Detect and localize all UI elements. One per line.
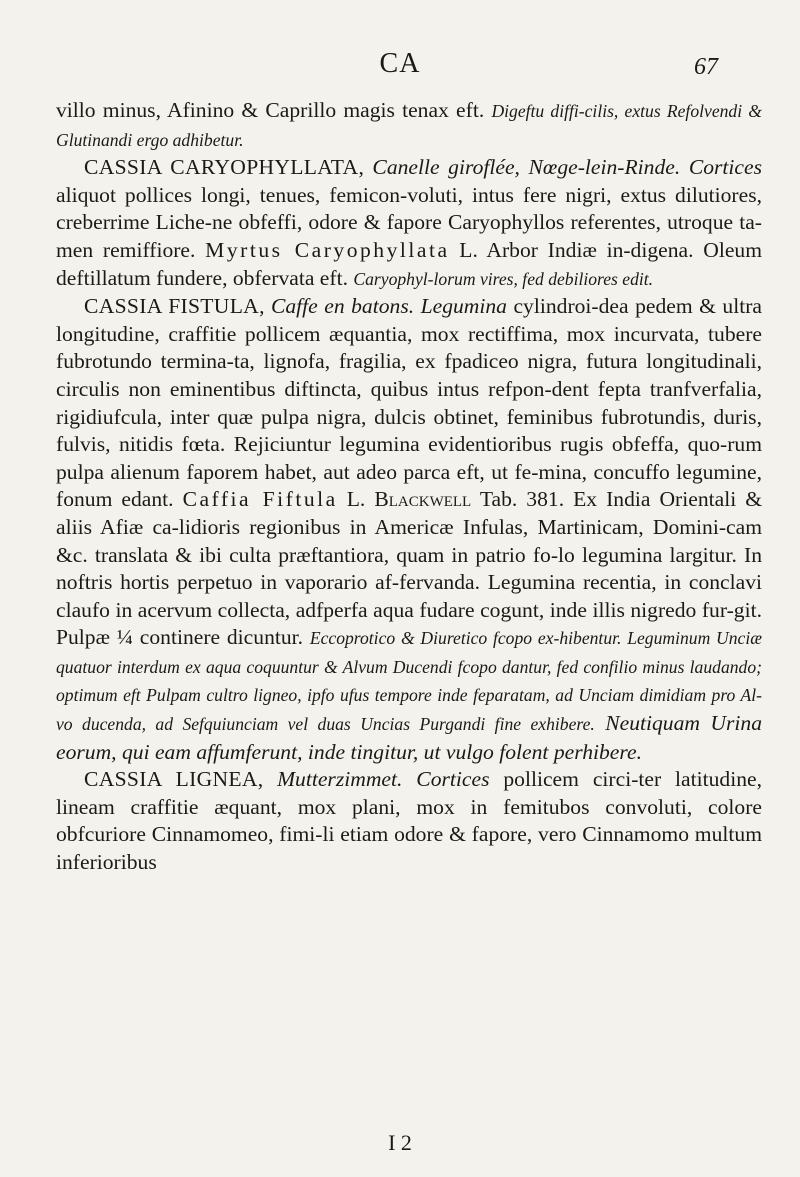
text-segment: villo minus, Afinino & Caprillo magis tenax eft. (56, 98, 492, 122)
text-segment: , (358, 155, 373, 180)
body-text (56, 97, 762, 877)
signature-mark: I 2 (388, 1130, 412, 1155)
species-name: Caffia Fiftula (182, 487, 338, 512)
text-segment-italic: Canelle giroflée, Nœge-lein-Rinde. Cortices (372, 155, 762, 180)
text-segment-italic: Caryophyl-lorum vires, fed debiliores edit. (353, 268, 654, 289)
text-segment-italic: Neutiquam Urina eorum, qui eam affumferunt, inde tingitur, ut vulgo folent perhibere. (56, 711, 762, 764)
entry-heading: CASSIA CARYOPHYLLATA (84, 155, 359, 180)
paragraph-continuation (56, 97, 762, 154)
text-segment: pollicem circi-ter latitudine, lineam craffitie æquant, mox plani, mox in femitubos convoluti, colore obfcuriore Cinnamomeo, fimi-li etiam odore & fapore, vero Cinnamomo multum inferioribus (56, 767, 763, 875)
text-segment-italic: Eccoprotico & Diuretico fcopo ex-hibentur. Leguminum Unciæ quatuor interdum ex aqua coquuntur & Alvum Ducendi fcopo dantur, fed confilio minus laudando; optimum eft Pulpam cultro ligneo, ipfo ufus tempore inde feparatam, ad Unciam dimidiam pro Al-vo ducenda, ad Sefquiunciam vel duas Uncias Purgandi fine exhibere. (56, 628, 762, 735)
text-segment: L. Arbor Indiæ in-digena. Oleum deftillatum fundere, obfervata eft. (56, 237, 762, 290)
text-segment: L. (337, 487, 375, 512)
author-name: Blackwell (374, 487, 472, 512)
text-segment (595, 711, 605, 735)
species-name: Myrtus Caryophyllata (205, 237, 450, 262)
text-segment-italic: Digeftu diffi-cilis, extus Refolvendi & Glutinandi ergo adhibetur. (56, 101, 762, 150)
entry-heading: CASSIA LIGNEA (84, 767, 258, 792)
entry-cassia-caryophyllata (56, 154, 762, 293)
running-head: CA (379, 48, 421, 79)
text-segment: , (259, 294, 271, 319)
entry-cassia-fistula (56, 293, 762, 766)
page-header (0, 48, 800, 88)
text-segment-italic: Caffe en batons. Legumina (270, 294, 507, 319)
entry-cassia-lignea (56, 766, 762, 876)
text-segment: cylindroi-dea pedem & ultra longitudine, craffitie pollicem æquantia, mox rectiffima, mox incurvata, tubere fubrotundo termina-ta, lignofa, fragilia, ex fpadiceo nigra, futura longitudinali, circulis non eminentibus diftincta, quibus intus refpon-dent fepta tranfverfalia, rigidiufcula, inter quæ pulpa nigra, dulcis obtinet, feminibus fubrotundis, duris, fulvis, nitidis fœta. Rejiciuntur legumina evidentioribus rugis obfeffa, quo-rum pulpa alienum faporem habet, aut adeo parca eft, ut fe-mina, concuffo legumine, fonum edant. (56, 294, 762, 512)
page-number: 67 (694, 54, 718, 80)
entry-heading: CASSIA FISTULA (84, 294, 260, 319)
text-segment: , (257, 767, 278, 792)
text-segment: Tab. 381. Ex India Orientali & aliis Afiæ ca-lidioris regionibus in Americæ Infulas, Martinicam, Domini-cam &c. translata & ibi culta præftantiora, quam in patrio fo-lo legumina largitur. In noftris hortis perpetuo in vaporario af-fervanda. Legumina recentia, in conclavi claufo in acervum collecta, adfperfa aqua fudare cogunt, inde illis nigredo fur-git. Pulpæ ¼ continere dicuntur. (56, 487, 763, 650)
text-segment-italic: Mutterzimmet. Cortices (277, 767, 490, 792)
text-segment: aliquot pollices longi, tenues, femicon-voluti, intus fere nigri, extus dilutiores, creberrime Liche-ne obfeffi, odore & fapore Caryophyllos referentes, utroque ta-men remiffiore. (56, 182, 762, 262)
